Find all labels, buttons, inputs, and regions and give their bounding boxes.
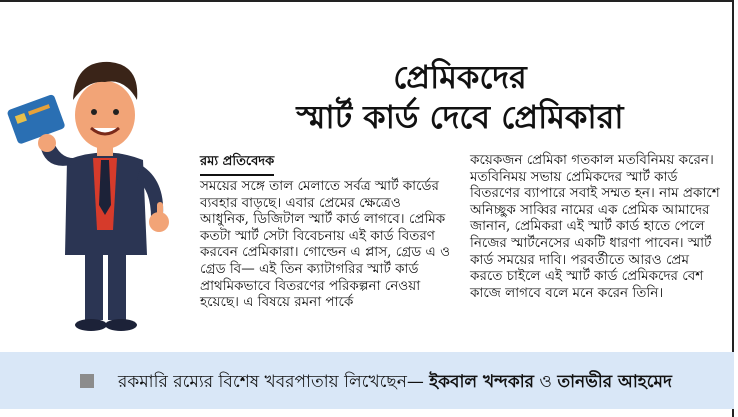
- footer-credits: [118, 369, 672, 397]
- footer-prefix: রকমারি রম্যের বিশেষ খবরপাতায় লিখেছেন—: [118, 372, 430, 392]
- headline-line-1: প্রেমিকদের: [393, 58, 527, 96]
- author-2: তানভীর আহমেদ: [557, 372, 672, 392]
- footer-connector: ও: [534, 372, 558, 392]
- article-column-2: [470, 152, 720, 301]
- square-bullet-icon: [80, 374, 94, 388]
- headline-line-2: স্মার্ট কার্ড দেবে প্রেমিকারা: [296, 98, 624, 136]
- author-1: ইকবাল খন্দকার: [429, 372, 534, 392]
- article-column-1: [200, 178, 450, 311]
- byline: রম্য প্রতিবেদক: [200, 152, 274, 176]
- article-paragraph-2: কয়েকজন প্রেমিকা গতকাল মতবিনিময় করেন। মতবিনিময় সভায় প্রেমিকদের স্মার্ট কার্ড বিতরণের ব্যাপারে সবাই সম্মত হন। নাম প্রকাশে অনিচ্ছুক সাব্বির নামের এক প্রেমিক আমাদের জানান, প্রেমিকরা এই স্মার্ট কার্ড হাতে পেলে নিজের স্মার্টনেসের একটি ধারণা পাবেন। স্মার্ট কার্ড সময়ের দাবি। পরবর্তীতে আরও প্রেম করতে চাইলে এই স্মার্ট কার্ড প্রেমিকদের বেশ কাজে লাগবে বলে মনে করেন তিনি।: [470, 152, 720, 301]
- man-with-card-illustration: [5, 40, 195, 340]
- article-paragraph-1: সময়ের সঙ্গে তাল মেলাতে সর্বত্র স্মার্ট কার্ডের ব্যবহার বাড়ছে। এবার প্রেমের ক্ষেত্রেও আধুনিক, ডিজিটাল স্মার্ট কার্ড লাগবে। প্রেমিক কতটা স্মার্ট সেটা বিবেচনায় এই কার্ড বিতরণ করবেন প্রেমিকারা। গোল্ডেন এ প্লাস, গ্রেড এ ও গ্রেড বি— এই তিন ক্যাটাগরির স্মার্ট কার্ড প্রাথমিকভাবে বিতরণের পরিকল্পনা নেওয়া হয়েছে। এ বিষয়ে রমনা পার্কে: [200, 178, 451, 311]
